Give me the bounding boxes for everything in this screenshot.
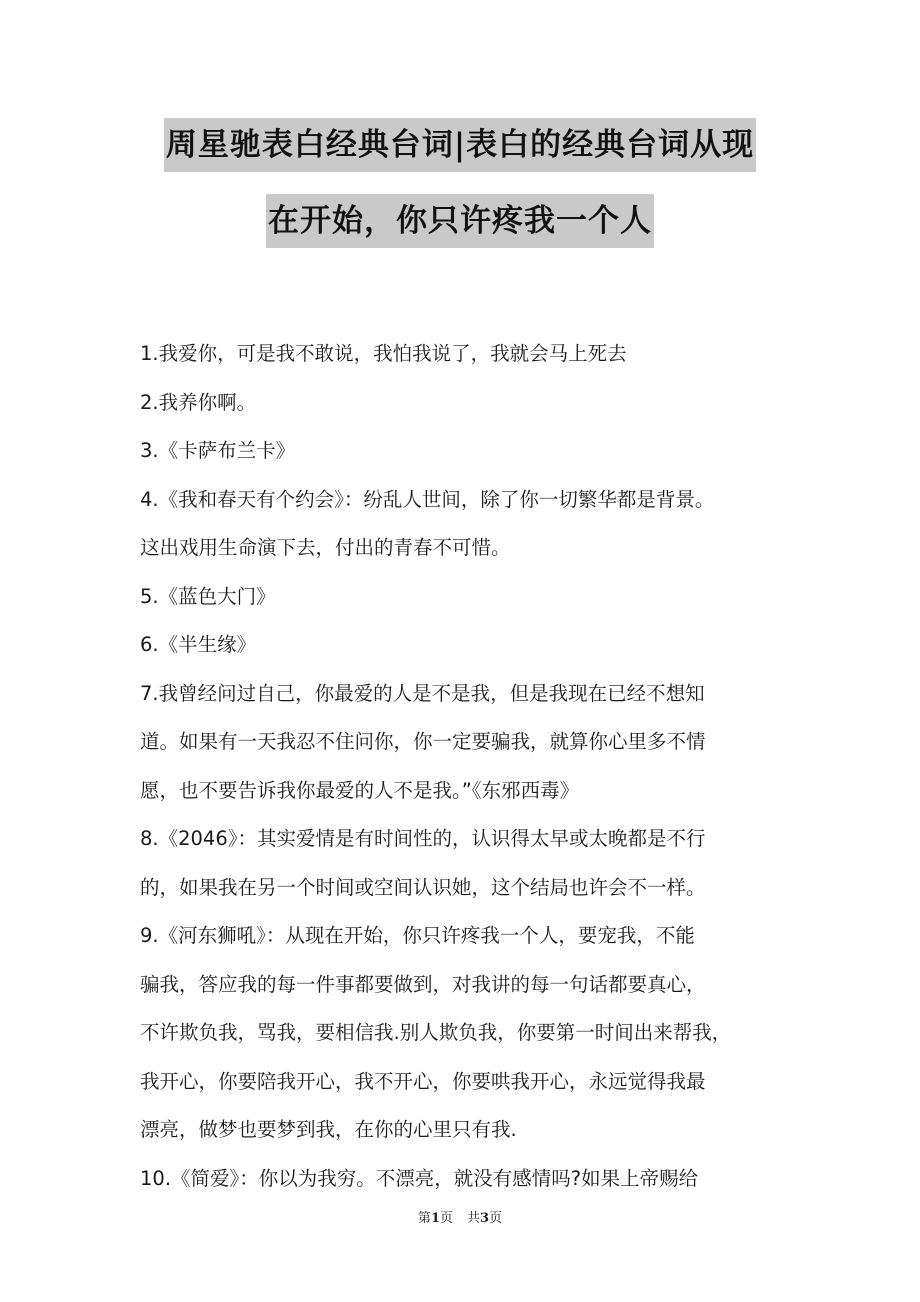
title-line-1: 周星驰表白经典台词|表白的经典台词从现 [164,118,756,172]
body-line: 6.《半生缘》 [140,633,257,656]
page-suffix: 页 [439,1211,453,1226]
document-body [140,330,800,1203]
body-line: 4.《我和春天有个约会》：纷乱人世间，除了你一切繁华都是背景。 [140,487,715,511]
body-line: 10.《简爱》：你以为我穷。不漂亮，就没有感情吗?如果上帝赐给 [140,1166,699,1190]
body-line: 3.《卡萨布兰卡》 [140,439,296,462]
body-line: 2.我养你啊。 [140,390,257,414]
title-line-2: 在开始，你只许疼我一个人 [266,194,654,248]
body-line: 8.《2046》：其实爱情是有时间性的，认识得太早或太晚都是不行 [140,827,706,850]
body-line: 9.《河东狮吼》：从现在开始，你只许疼我一个人，要宠我，不能 [140,924,695,947]
body-line: 5.《蓝色大门》 [140,584,276,608]
body-line: 这出戏用生命演下去，付出的青春不可惜。 [140,536,511,559]
total-suffix: 页 [489,1211,503,1226]
total-prefix: 共 [467,1211,481,1226]
body-line: 1.我爱你，可是我不敢说，我怕我说了，我就会马上死去 [140,342,627,365]
page-footer [0,1207,920,1226]
body-line: 的，如果我在另一个时间或空间认识她，这个结局也许会不一样。 [140,875,706,899]
total-pages-number: 3 [480,1211,490,1226]
page-prefix: 第 [417,1211,431,1226]
body-line: 骗我，答应我的每一件事都要做到，对我讲的每一句话都要真心， [140,972,706,996]
body-line: 愿，也不要告诉我你最爱的人不是我。”《东邪西毒》 [140,778,580,802]
body-line: 7.我曾经问过自己，你最爱的人是不是我，但是我现在已经不想知 [140,681,705,705]
body-line: 不许欺负我，骂我，要相信我.别人欺负我，你要第一时间出来帮我， [140,1021,732,1044]
document-title [0,118,920,270]
body-line: 漂亮，做梦也要梦到我，在你的心里只有我. [140,1118,517,1141]
body-line: 道。如果有一天我忍不住问你，你一定要骗我，就算你心里多不情 [140,730,706,753]
body-line: 我开心，你要陪我开心，我不开心，你要哄我开心，永远觉得我最 [140,1069,706,1093]
current-page-number: 1 [430,1211,440,1226]
